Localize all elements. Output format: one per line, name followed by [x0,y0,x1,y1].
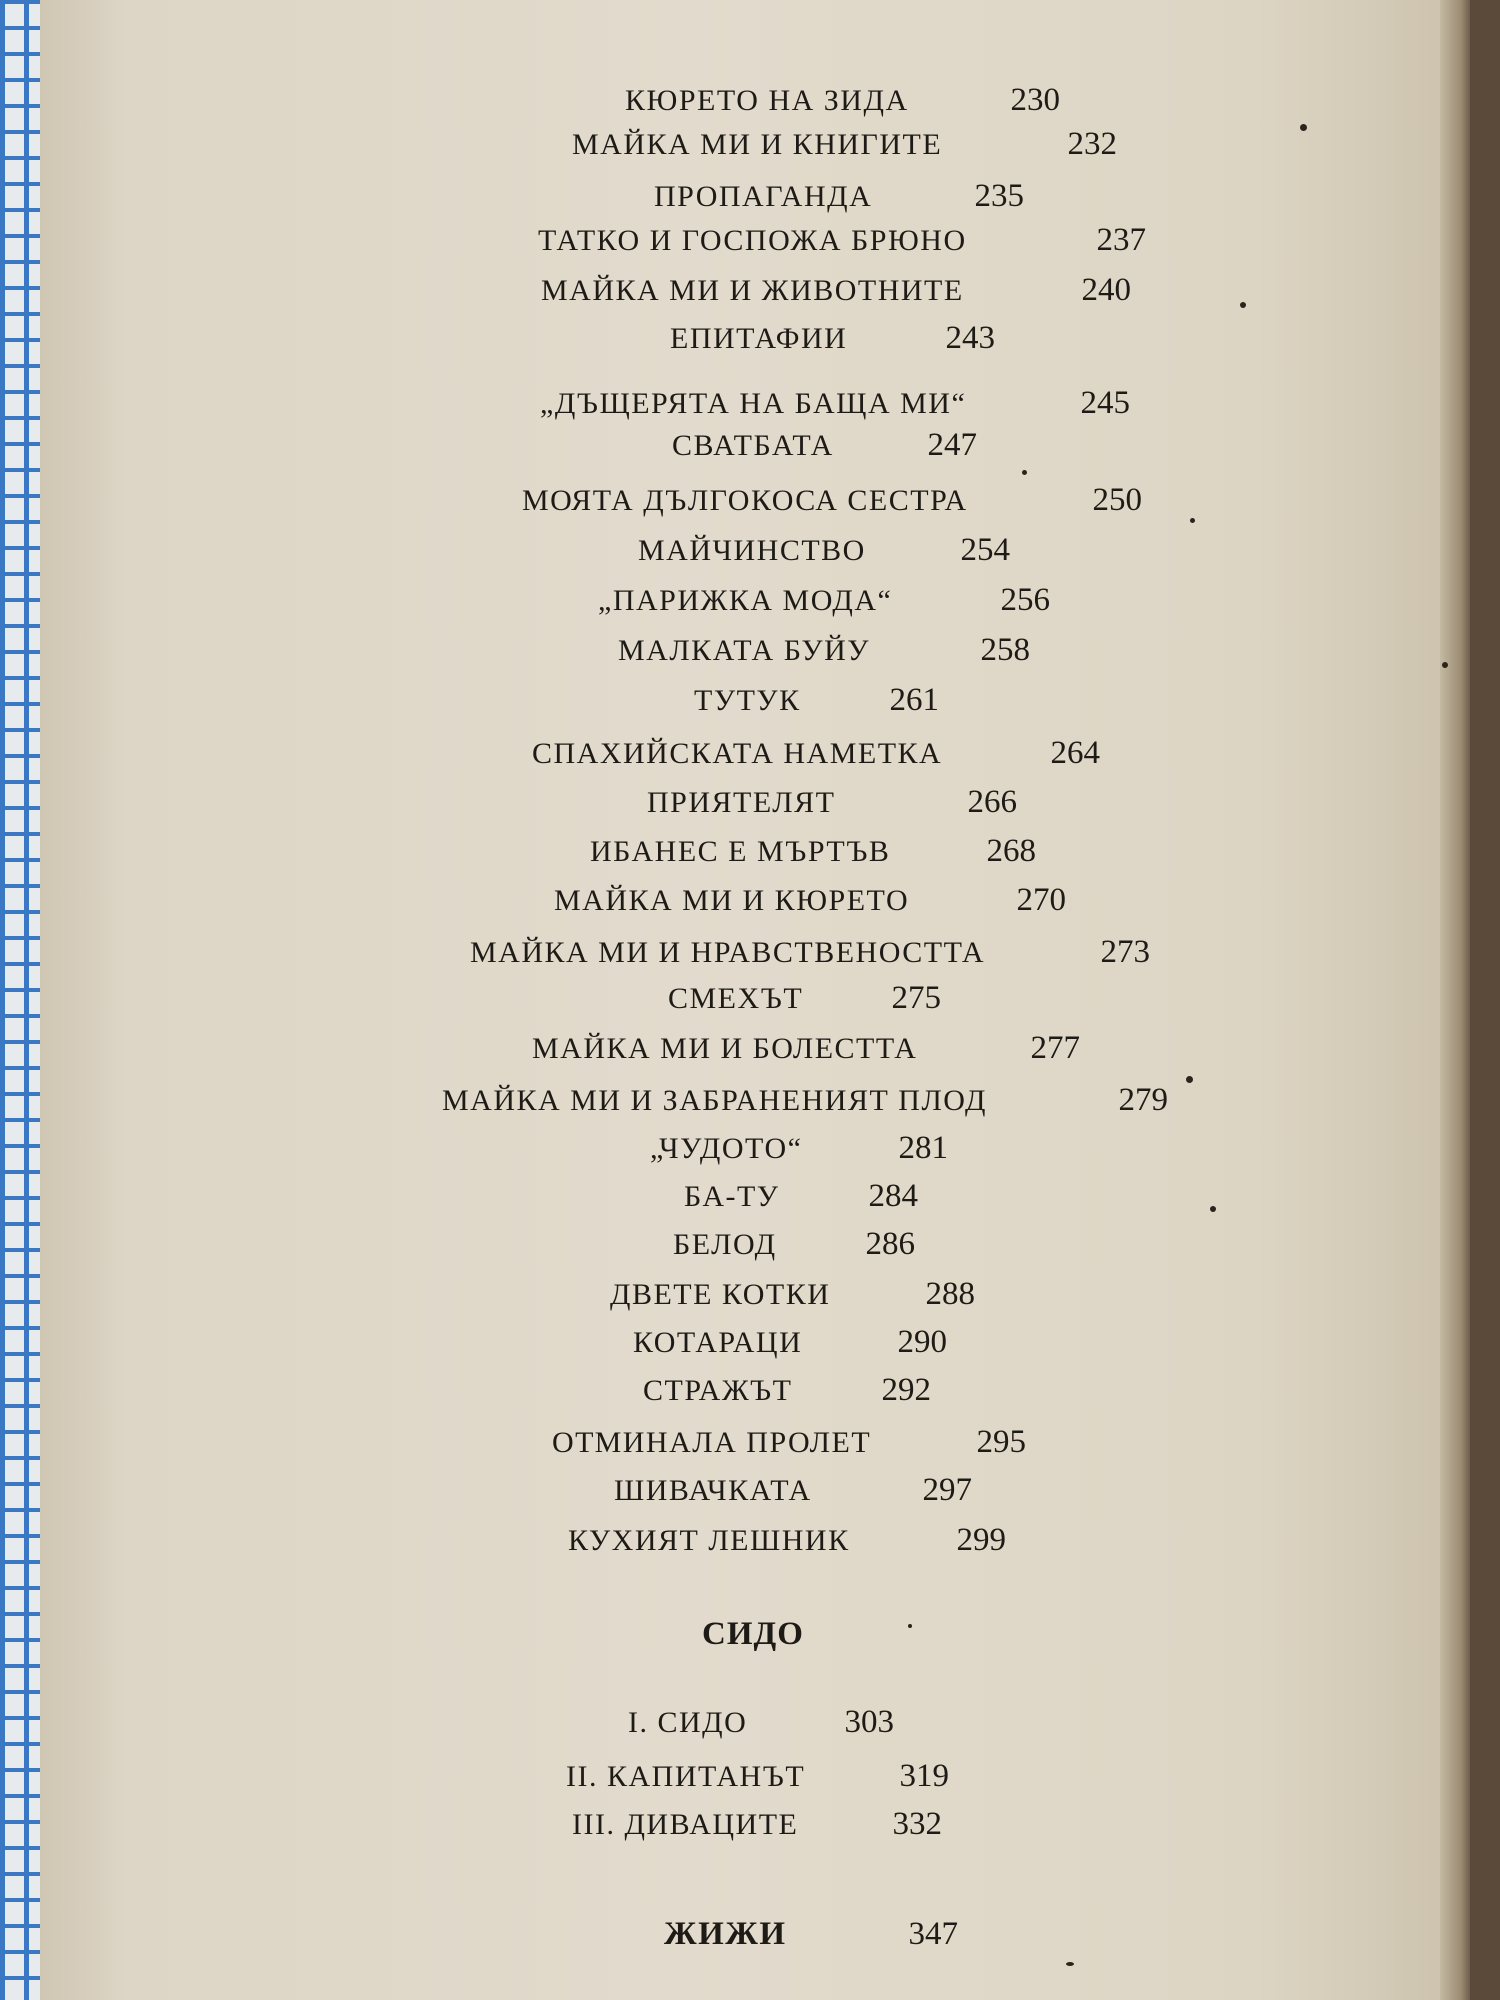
paper-speck [1300,124,1307,131]
toc-entry [572,1806,942,1843]
toc-entry [552,1424,1026,1461]
toc-entry [618,632,1030,669]
toc-entry-title: МАЙКА МИ И ЖИВОТНИТЕ [541,274,964,307]
toc-entry-page: 237 [1096,222,1146,258]
paper-speck [1442,662,1448,668]
toc-entry [684,1178,918,1215]
paper-speck [1066,1962,1074,1966]
toc-entry-title: СВАТБАТА [672,429,834,462]
toc-entry-title: ИБАНЕС Е МЪРТЪВ [590,835,891,868]
toc-entry [647,784,1017,821]
toc-entry-title: „ДЪЩЕРЯТА НА БАЩА МИ“ [540,387,967,420]
toc-entry-title: МАЙКА МИ И КЮРЕТО [554,884,910,917]
toc-entry-title: „ЧУДОТО“ [650,1132,803,1165]
toc-entry-page: 273 [1100,934,1150,970]
toc-entry-page: 258 [980,632,1030,668]
toc-entry-page: 256 [1000,582,1050,618]
toc-entry [650,1130,948,1167]
toc-entry [628,1704,894,1741]
toc-entry-title: МОЯТА ДЪЛГОКОСА СЕСТРА [522,484,968,517]
toc-entry-page: 279 [1118,1082,1168,1118]
toc-entry-page: 297 [922,1472,972,1508]
section-heading-sido: СИДО [702,1616,804,1652]
toc-entry-page: 277 [1030,1030,1080,1066]
toc-entry-title: МАЙКА МИ И НРАВСТВЕНОСТТА [470,936,986,969]
toc-entry [522,482,1142,519]
toc-entry [541,272,1131,309]
toc-entry-page: 295 [976,1424,1026,1460]
toc-entry-page: 245 [1080,385,1130,421]
toc-entry-page: 275 [891,980,941,1016]
toc-entry-title: ОТМИНАЛА ПРОЛЕТ [552,1426,872,1459]
toc-entry [625,82,1060,119]
toc-entry [568,1522,1006,1559]
toc-entry-page: 319 [899,1758,949,1794]
toc-entry [470,934,1150,971]
toc-entry [540,385,1130,422]
toc-entry-title: I. СИДО [628,1706,748,1739]
toc-entry-title: ЕПИТАФИИ [670,322,848,355]
toc-entry [664,1916,958,1953]
toc-entry-page: 303 [844,1704,894,1740]
toc-entry [694,682,939,719]
toc-entry-title: ПРОПАГАНДА [654,180,873,213]
toc-entry-page: 347 [908,1916,958,1952]
toc-entry-title: II. КАПИТАНЪТ [566,1760,806,1793]
toc-entry-page: 292 [881,1372,931,1408]
toc-entry-page: 332 [892,1806,942,1842]
toc-entry-page: 240 [1081,272,1131,308]
toc-entry-title: „ПАРИЖКА МОДА“ [598,584,893,617]
toc-entry-page: 266 [967,784,1017,820]
toc-entry [643,1372,931,1409]
toc-entry [654,178,1024,215]
paper-speck [1190,518,1195,523]
toc-entry [672,427,977,464]
toc-entry-page: 235 [974,178,1024,214]
toc-entry [638,532,1010,569]
toc-entry [442,1082,1168,1119]
toc-entry-page: 247 [927,427,977,463]
paper-speck [908,1624,912,1628]
toc-entry-page: 230 [1010,82,1060,118]
toc-entry-page: 270 [1016,882,1066,918]
toc-entry-title: МАЙКА МИ И ЗАБРАНЕНИЯТ ПЛОД [442,1084,987,1117]
toc-entry-page: 264 [1050,735,1100,771]
paper-speck [1022,470,1027,475]
toc-entry-page: 281 [898,1130,948,1166]
toc-entry [598,582,1050,619]
toc-entry [668,980,941,1017]
toc-entry [610,1276,975,1313]
toc-entry-page: 261 [889,682,939,718]
toc-entry [532,735,1100,772]
toc-entry-title: СПАХИЙСКАТА НАМЕТКА [532,737,943,770]
toc-entry [633,1324,947,1361]
toc-entry-title: ШИВАЧКАТА [614,1474,812,1507]
toc-entry [538,222,1146,259]
toc-entry-title: III. ДИВАЦИТЕ [572,1808,799,1841]
paper-speck [1186,1076,1193,1083]
toc-entry-page: 288 [925,1276,975,1312]
toc-entry-title: КОТАРАЦИ [633,1326,803,1359]
paper-speck [1210,1206,1216,1212]
toc-entry-title: СТРАЖЪТ [643,1374,793,1407]
toc-entry-title: МАЙЧИНСТВО [638,534,866,567]
toc-entry-page: 299 [956,1522,1006,1558]
toc-entry [554,882,1066,919]
toc-entry [614,1472,972,1509]
toc-entry-page: 250 [1092,482,1142,518]
paper-speck [1240,302,1246,308]
toc-entry-page: 284 [868,1178,918,1214]
section-heading-gigi: ЖИЖИ [664,1916,787,1952]
toc-entry-title: СМЕХЪТ [668,982,804,1015]
toc-entry-title: ДВЕТЕ КОТКИ [610,1278,831,1311]
toc-entry-title: ТАТКО И ГОСПОЖА БРЮНО [538,224,967,257]
toc-entry-page: 286 [865,1226,915,1262]
toc-entry-page: 268 [986,833,1036,869]
toc-entry-page: 290 [897,1324,947,1360]
toc-entry-title: БА-ТУ [684,1180,780,1213]
toc-entry-page: 243 [945,320,995,356]
toc-entry-title: КУХИЯТ ЛЕШНИК [568,1524,850,1557]
toc-entry-title: МАЙКА МИ И КНИГИТЕ [572,128,943,161]
toc-entry [566,1758,949,1795]
toc-entry-title: МАЙКА МИ И БОЛЕСТТА [532,1032,918,1065]
toc-entry-page: 232 [1067,126,1117,162]
toc-entry-page: 254 [960,532,1010,568]
toc-entry [532,1030,1080,1067]
toc-entry-title: МАЛКАТА БУЙУ [618,634,871,667]
toc-entry [590,833,1036,870]
toc-entry-title: ПРИЯТЕЛЯТ [647,786,836,819]
toc-entry [673,1226,915,1263]
toc-entry-title: КЮРЕТО НА ЗИДА [625,84,909,117]
toc-entry-title: БЕЛОД [673,1228,777,1261]
toc-entry [572,126,1117,163]
toc-entry-title: ТУТУК [694,684,801,717]
toc-entry [670,320,995,357]
